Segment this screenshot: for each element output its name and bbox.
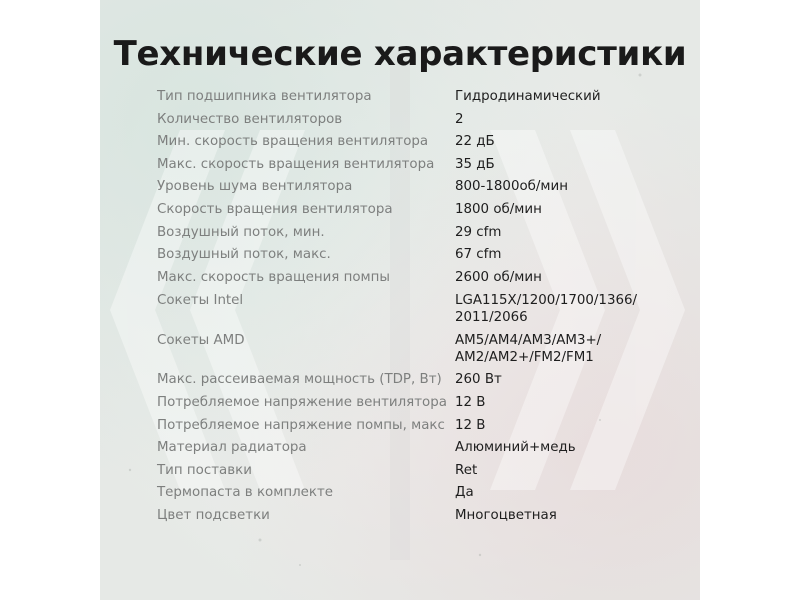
spec-value-line: AM2/AM2+/FM2/FM1 [455, 350, 594, 366]
spec-row [157, 460, 677, 483]
spec-row [157, 154, 677, 177]
spec-label: Сокеты AMD [157, 333, 245, 349]
spec-row [157, 392, 677, 415]
spec-value-line: AM5/AM4/AM3/AM3+/ [455, 333, 602, 349]
spec-label: Термопаста в комплекте [157, 485, 334, 501]
spec-row [157, 505, 677, 528]
spec-label: Макс. скорость вращения вентилятора [157, 156, 435, 172]
spec-row [157, 199, 677, 222]
spec-table [157, 86, 677, 528]
spec-value [455, 332, 677, 366]
spec-label: Тип подшипника вентилятора [157, 89, 372, 104]
spec-row [157, 329, 677, 369]
spec-value: 12 В [455, 394, 486, 410]
spec-value: 1800 об/мин [455, 201, 542, 217]
spec-row [157, 369, 677, 392]
spec-row [157, 109, 677, 132]
spec-card [100, 0, 700, 600]
spec-value: 22 дБ [455, 134, 495, 150]
spec-row [157, 267, 677, 290]
spec-value: 800-1800об/мин [455, 179, 568, 195]
spec-value: 35 дБ [455, 156, 495, 172]
spec-row [157, 131, 677, 154]
spec-row [157, 415, 677, 438]
spec-row [157, 244, 677, 267]
spec-value: Да [455, 485, 474, 501]
spec-value: 260 Вт [455, 372, 502, 388]
spec-value [455, 292, 677, 326]
spec-label: Потребляемое напряжение помпы, макс [157, 417, 445, 433]
spec-value: 2 [455, 111, 464, 127]
spec-label: Материал радиатора [157, 440, 307, 456]
spec-label: Скорость вращения вентилятора [157, 201, 393, 217]
spec-label: Цвет подсветки [157, 507, 270, 523]
spec-value: Гидродинамический [455, 89, 601, 104]
spec-row [157, 86, 677, 109]
spec-label: Макс. скорость вращения помпы [157, 269, 390, 285]
spec-label: Воздушный поток, мин. [157, 224, 325, 240]
spec-label: Мин. скорость вращения вентилятора [157, 134, 429, 150]
spec-value: Многоцветная [455, 507, 557, 523]
spec-row [157, 289, 677, 329]
spec-value: 67 cfm [455, 247, 502, 263]
spec-label: Количество вентиляторов [157, 111, 343, 127]
spec-label: Тип поставки [157, 462, 252, 478]
spec-row [157, 482, 677, 505]
spec-value: Ret [455, 462, 478, 478]
spec-value: 12 В [455, 417, 486, 433]
spec-label: Воздушный поток, макс. [157, 247, 331, 263]
spec-value: Алюминий+медь [455, 440, 576, 456]
spec-label: Сокеты Intel [157, 293, 244, 309]
spec-value: 2600 об/мин [455, 269, 542, 285]
spec-row [157, 176, 677, 199]
spec-label: Уровень шума вентилятора [157, 179, 353, 195]
spec-row [157, 437, 677, 460]
spec-value: 29 cfm [455, 224, 502, 240]
spec-value-line: 2011/2066 [455, 310, 528, 326]
page-title: Технические характеристики [113, 34, 687, 74]
spec-label: Потребляемое напряжение вентилятора [157, 394, 447, 410]
spec-value-line: LGA115X/1200/1700/1366/ [455, 293, 638, 309]
spec-row [157, 222, 677, 245]
spec-label: Макс. рассеиваемая мощность (TDP, Вт) [157, 372, 442, 388]
